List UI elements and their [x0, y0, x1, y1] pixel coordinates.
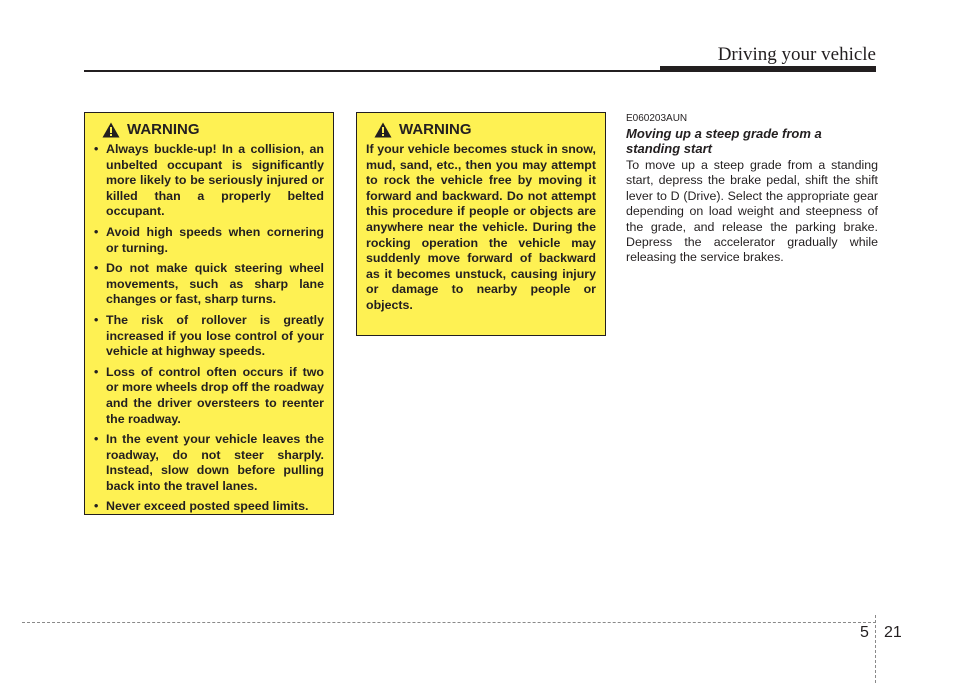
warning-header [374, 121, 596, 138]
warning-list [94, 142, 324, 515]
section-code: E060203AUN [626, 113, 688, 124]
subsection-heading: Moving up a steep grade from a standing start [626, 126, 822, 156]
warning-triangle-icon [374, 122, 392, 138]
warning-box-middle [356, 112, 606, 336]
warning-box-left [84, 112, 334, 515]
header-rule-thick [660, 66, 876, 72]
warning-header [102, 121, 324, 138]
warning-item: • In the event your vehicle leaves the roadway, do not steer sharply. Instead, slow down before pulling back into the travel lanes. [94, 432, 324, 494]
warning-item: • Avoid high speeds when cornering or turning. [94, 225, 324, 256]
warning-item: • The risk of rollover is greatly increased if you lose control of your vehicle at highway speeds. [94, 313, 324, 360]
warning-item: • Never exceed posted speed limits. [94, 499, 324, 515]
footer-rule [22, 622, 876, 623]
warning-text: If your vehicle becomes stuck in snow, mud, sand, etc., then you may attempt to rock the vehicle free by moving it forward and backward. Do not attempt this procedure if people or objects are anywhere near the vehicle. During the rocking operation the vehicle may suddenly move forward of backward as it becomes unstuck, causing injury or damage to nearby people or objects. [366, 142, 596, 312]
warning-item: • Always buckle-up! In a collision, an unbelted occupant is significantly more likely to be seriously injured or killed than a properly belted occupant. [94, 142, 324, 220]
warning-item: • Do not make quick steering wheel movements, such as sharp lane changes or fast, sharp turns. [94, 261, 324, 308]
warning-title: WARNING [399, 121, 472, 138]
warning-item: • Loss of control often occurs if two or more wheels drop off the roadway and the driver oversteers to reenter the roadway. [94, 365, 324, 427]
section-title: Driving your vehicle [717, 44, 876, 65]
body-paragraph: To move up a steep grade from a standing start, depress the brake pedal, shift the shift lever to D (Drive). Select the appropriate gear depending on load weight and steepness of the grade, and release the parking brake. Depress the accelerator gradually while releasing the service brakes. [626, 158, 878, 265]
warning-triangle-icon [102, 122, 120, 138]
page-number: 21 [884, 624, 902, 641]
warning-title: WARNING [127, 121, 200, 138]
chapter-number: 5 [860, 624, 869, 641]
footer-divider [875, 615, 876, 683]
